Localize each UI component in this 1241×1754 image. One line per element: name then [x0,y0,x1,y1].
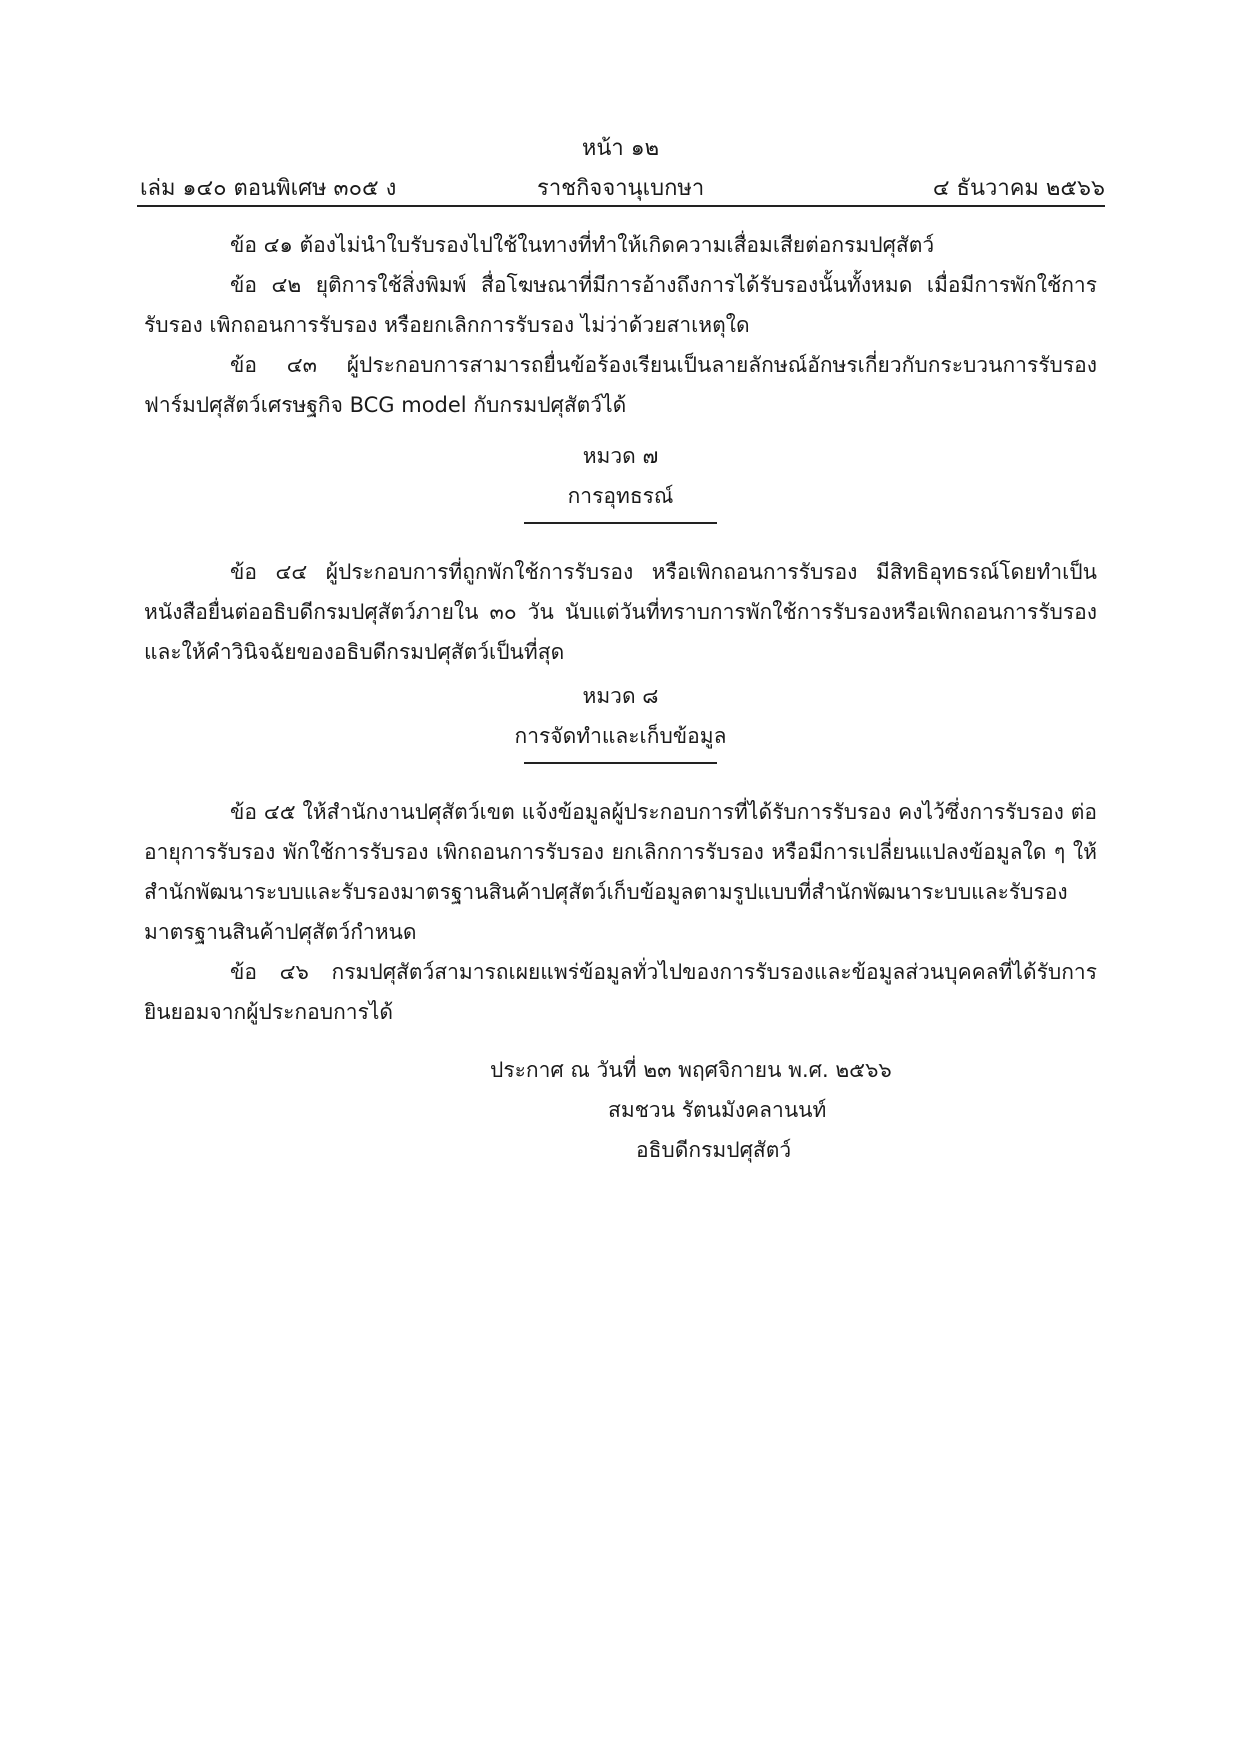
header-divider [137,205,1105,207]
section-8-divider [524,762,717,764]
clause-45: ข้อ ๔๕ ให้สำนักงานปศุสัตว์เขต แจ้งข้อมูลผู้ประกอบการที่ได้รับการรับรอง คงไว้ซึ่งการรับรอง ต่ออายุการรับรอง พักใช้การรับรอง เพิกถอนการรับรอง ยกเลิกการรับรอง หรือมีการเปลี่ยนแปลงข้อมูลใด ๆ ให้สำนักพัฒนาระบบและรับรองมาตรฐานสินค้าปศุสัตว์เก็บข้อมูลตามรูปแบบที่สำนักพัฒนาระบบและรับรองมาตรฐานสินค้าปศุสัตว์กำหนด [144,800,1097,944]
clause-44: ข้อ ๔๔ ผู้ประกอบการที่ถูกพักใช้การรับรอง หรือเพิกถอนการรับรอง มีสิทธิอุทธรณ์โดยทำเป็นหนังสือยื่นต่ออธิบดีกรมปศุสัตว์ภายใน ๓๐ วัน นับแต่วันที่ทราบการพักใช้การรับรองหรือเพิกถอนการรับรอง และให้คำวินิจฉัยของอธิบดีกรมปศุสัตว์เป็นที่สุด [144,560,1097,664]
clause-46: ข้อ ๔๖ กรมปศุสัตว์สามารถเผยแพร่ข้อมูลทั่วไปของการรับรองและข้อมูลส่วนบุคคลที่ได้รับการยินยอมจากผู้ประกอบการได้ [144,960,1097,1024]
signatory-position: อธิบดีกรมปศุสัตว์ [636,1138,792,1162]
clause-41: ข้อ ๔๑ ต้องไม่นำใบรับรองไปใช้ในทางที่ทำให้เกิดความเสื่อมเสียต่อกรมปศุสัตว์ [230,233,935,257]
announcement-date: ประกาศ ณ วันที่ ๒๓ พฤศจิกายน พ.ศ. ๒๕๖๖ [490,1058,892,1082]
clauses-41-43 [144,225,1097,425]
page-number: หน้า ๑๒ [581,136,660,161]
clauses-45-46 [144,792,1097,1032]
section-7-title: การอุทธรณ์ [567,484,674,508]
section-8-number: หมวด ๘ [582,684,659,708]
section-7-number: หมวด ๗ [582,444,659,468]
gazette-name: ราชกิจจานุเบกษา [537,176,705,201]
clause-42: ข้อ ๔๒ ยุติการใช้สิ่งพิมพ์ สื่อโฆษณาที่มีการอ้างถึงการได้รับรองนั้นทั้งหมด เมื่อมีการพักใช้การรับรอง เพิกถอนการรับรอง หรือยกเลิกการรับรอง ไม่ว่าด้วยสาเหตุใด [144,273,1097,337]
section-7-divider [524,522,717,524]
publication-date: ๔ ธันวาคม ๒๕๖๖ [932,176,1105,201]
clause-43: ข้อ ๔๓ ผู้ประกอบการสามารถยื่นข้อร้องเรียนเป็นลายลักษณ์อักษรเกี่ยวกับกระบวนการรับรองฟาร์มปศุสัตว์เศรษฐกิจ BCG model กับกรมปศุสัตว์ได้ [144,353,1097,417]
gazette-header [140,170,1105,205]
clause-44-block [144,552,1097,672]
section-7-heading [144,436,1097,524]
section-8-title: การจัดทำและเก็บข้อมูล [514,724,727,748]
signatory-name: สมชวน รัตนมังคลานนท์ [608,1098,827,1122]
volume-issue: เล่ม ๑๔๐ ตอนพิเศษ ๓๐๕ ง [140,176,397,201]
section-8-heading [144,676,1097,764]
